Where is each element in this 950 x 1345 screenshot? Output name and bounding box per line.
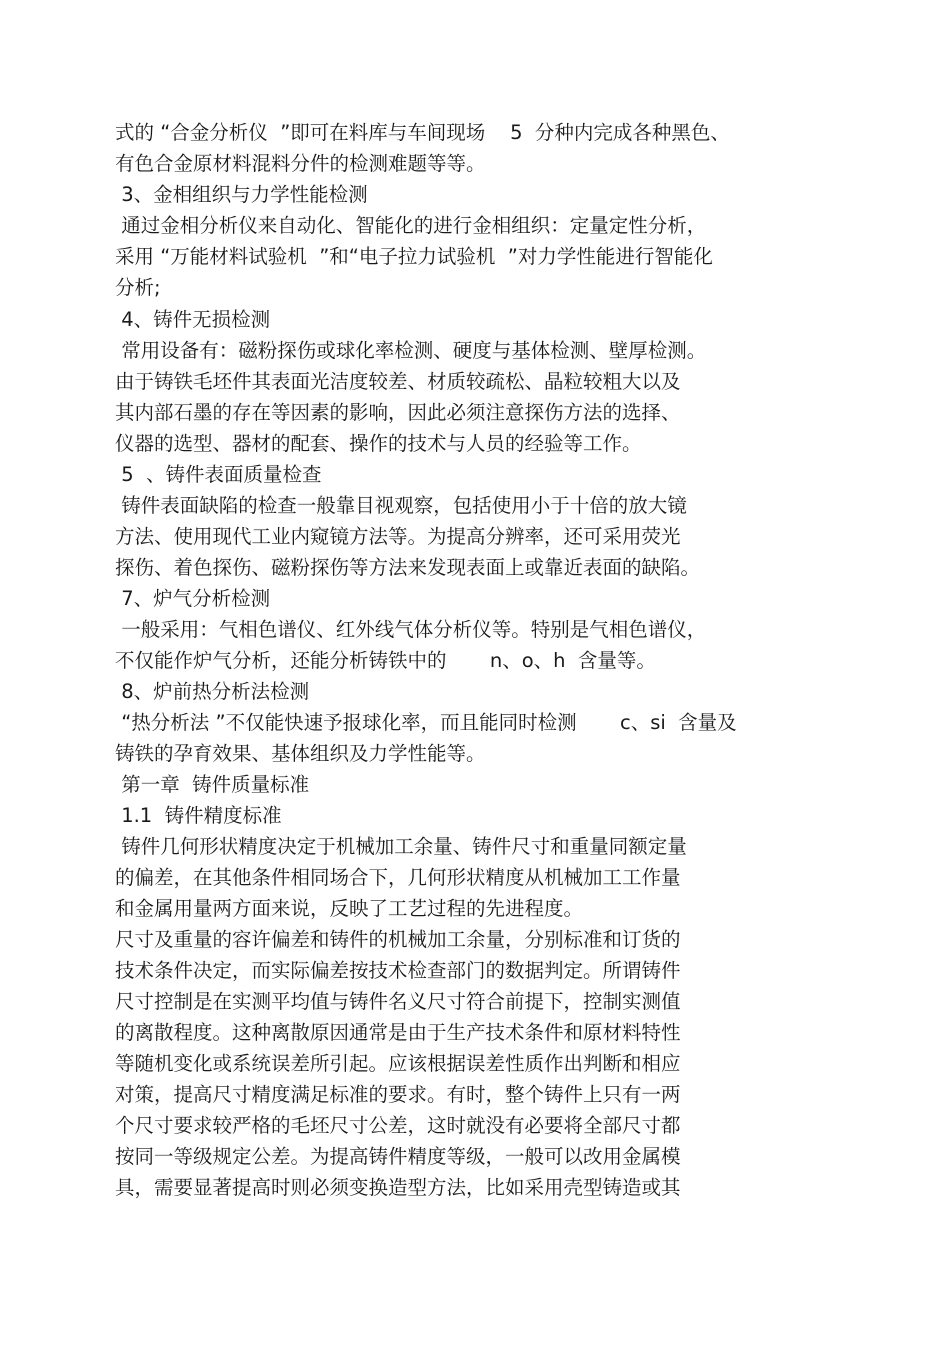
section-heading: 4、铸件无损检测 [115, 308, 271, 331]
text-line: 一般采用：气相色谱仪、红外线气体分析仪等。特别是气相色谱仪， [115, 618, 707, 641]
text-line: 对策，提高尺寸精度满足标准的要求。有时，整个铸件上只有一两 [115, 1083, 681, 1106]
text-line: 个尺寸要求较严格的毛坯尺寸公差，这时就没有必要将全部尺寸都 [115, 1114, 681, 1137]
text-line: 的离散程度。这种离散原因通常是由于生产技术条件和原材料特性 [115, 1021, 681, 1044]
text-line: 的偏差，在其他条件相同场合下，几何形状精度从机械加工工作量 [115, 866, 681, 889]
text-line: 技术条件决定，而实际偏差按技术检查部门的数据判定。所谓铸件 [115, 959, 681, 982]
section-heading: 8、炉前热分析法检测 [115, 680, 310, 703]
text-line: 分析; [115, 276, 161, 299]
section-heading: 5 、铸件表面质量检查 [115, 463, 322, 486]
text-line: 铸件几何形状精度决定于机械加工余量、铸件尺寸和重量同额定量 [115, 835, 687, 858]
text-line: 通过金相分析仪来自动化、智能化的进行金相组织：定量定性分析， [115, 214, 707, 237]
text-line: 常用设备有：磁粉探伤或球化率检测、硬度与基体检测、壁厚检测。 [115, 339, 707, 362]
text-line: 等随机变化或系统误差所引起。应该根据误差性质作出判断和相应 [115, 1052, 681, 1075]
text-line: “热分析法 ”不仅能快速予报球化率，而且能同时检测 c、si 含量及 [115, 711, 737, 734]
text-line: 和金属用量两方面来说，反映了工艺过程的先进程度。 [115, 897, 584, 920]
chapter-heading: 第一章 铸件质量标准 [115, 773, 310, 796]
text-line: 尺寸及重量的容许偏差和铸件的机械加工余量，分别标准和订货的 [115, 928, 681, 951]
section-heading: 1.1 铸件精度标准 [115, 804, 282, 827]
text-line: 具，需要显著提高时则必须变换造型方法，比如采用壳型铸造或其 [115, 1176, 681, 1199]
text-line: 铸铁的孕育效果、基体组织及力学性能等。 [115, 742, 486, 765]
section-heading: 3、金相组织与力学性能检测 [115, 183, 368, 206]
section-heading: 7、炉气分析检测 [115, 587, 271, 610]
text-line: 其内部石墨的存在等因素的影响，因此必须注意探伤方法的选择、 [115, 401, 681, 424]
text-line: 尺寸控制是在实测平均值与铸件名义尺寸符合前提下，控制实测值 [115, 990, 681, 1013]
text-line: 采用 “万能材料试验机 ”和“电子拉力试验机 ”对力学性能进行智能化 [115, 245, 713, 268]
text-line: 仪器的选型、器材的配套、操作的技术与人员的经验等工作。 [115, 432, 642, 455]
text-line: 按同一等级规定公差。为提高铸件精度等级，一般可以改用金属模 [115, 1145, 681, 1168]
text-line: 由于铸铁毛坯件其表面光洁度较差、材质较疏松、晶粒较粗大以及 [115, 370, 681, 393]
text-line: 不仅能作炉气分析，还能分析铸铁中的 n、o、h 含量等。 [115, 649, 656, 672]
text-line: 探伤、着色探伤、磁粉探伤等方法来发现表面上或靠近表面的缺陷。 [115, 556, 701, 579]
text-line: 有色合金原材料混料分件的检测难题等等。 [115, 152, 486, 175]
text-line: 铸件表面缺陷的检查一般靠目视观察，包括使用小于十倍的放大镜 [115, 494, 687, 517]
text-line: 方法、使用现代工业内窥镜方法等。为提高分辨率，还可采用荧光 [115, 525, 681, 548]
text-line: 式的 “合金分析仪 ”即可在料库与车间现场 5 分种内完成各种黑色、 [115, 121, 730, 144]
